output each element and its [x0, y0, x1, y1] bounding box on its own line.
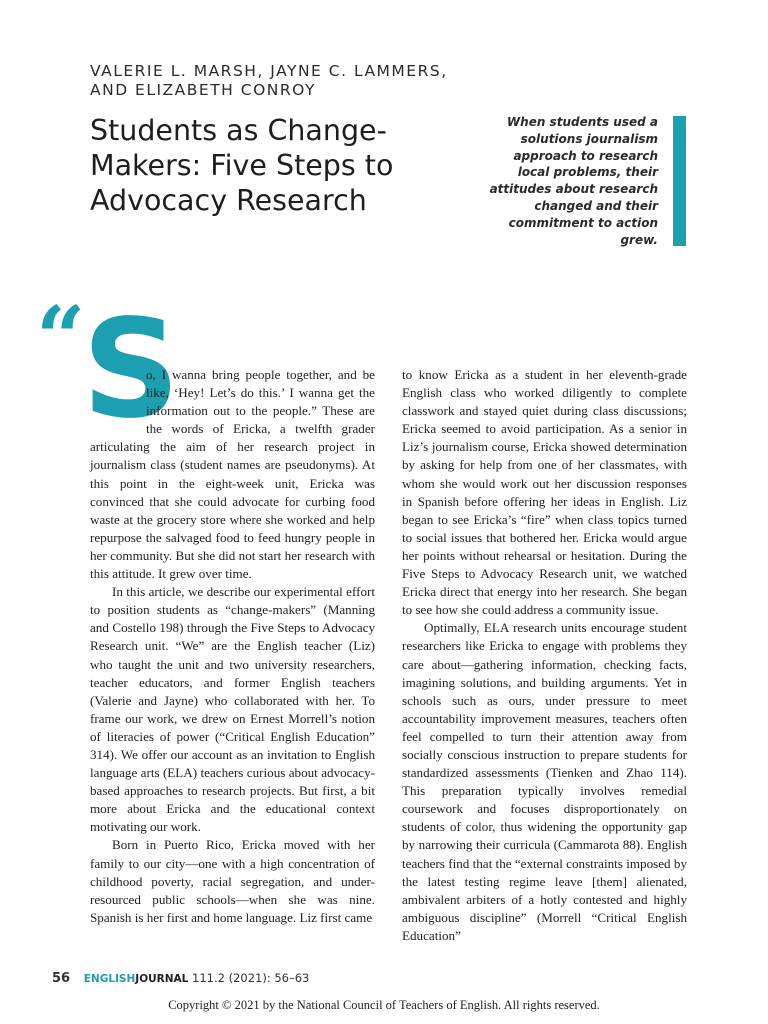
journal-citation: 111.2 (2021): 56–63	[192, 971, 310, 985]
article-deck: When students used a solutions journalism approach to research local problems, their attitudes about research changed and their commitment to action grew.	[489, 115, 658, 247]
deck-accent-bar	[673, 116, 686, 246]
body-paragraph: Optimally, ELA research units encourage student researchers like Ericka to engage with problems they care about—gathering information, checking facts, imagining solutions, and building arguments. Yet in schools such as ours, under pressure to meet accountability improvement measures, teachers often feel compelled to turn their attention away from socially conscious instruction to prepare students for standardized assessments (Tienken and Zhao 114). This preparation typically involves remedial coursework and focuses disproportionately on students of color, thus widening the opportunity gap by narrowing their curricula (Cammarota 88). English teachers find that the “external constraints imposed by the latest testing regime leave [them] alienated, ambivalent arbiters of a hotly contested and highly ambiguous discipline” (Morrell “Critical English Education”	[402, 620, 687, 943]
copyright-notice: Copyright © 2021 by the National Council of Teachers of English. All rights reserved.	[168, 998, 600, 1012]
body-paragraph: In this article, we describe our experimental effort to position students as “change-makers” (Manning and Costello 198) through the Five Steps to Advocacy Research unit. “We” are the English teacher (Liz) who taught the unit and two university researchers, teacher educators, and former English teachers (Valerie and Jayne) who collaborated with her. To frame our work, we drew on Ernest Morrell’s notion of literacies of power (“Critical English Education” 314). We offer our account as an invitation to English language arts (ELA) teachers curious about advocacy-based approaches to research projects. But first, a bit more about Ericka and the educational context motivating our work.	[90, 584, 375, 835]
body-column-left	[90, 366, 375, 927]
body-column-right	[402, 366, 687, 945]
page-number: 56	[52, 971, 71, 986]
journal-brand-journal: JOURNAL	[135, 973, 189, 985]
article-title: Students as Change-Makers: Five Steps to Advocacy Research	[90, 114, 394, 217]
author-line: VALERIE L. MARSH, JAYNE C. LAMMERS, AND ELIZABETH CONROY	[90, 62, 448, 99]
body-paragraph: to know Ericka as a student in her eleventh-grade English class who worked diligently to complete classwork and stayed quiet during class discussions; Ericka seemed to avoid participation. As a senior in Liz’s journalism course, Ericka showed determination by asking for help from one of her classmates, with whom she would work out her discussion responses in Spanish before offering her ideas in English. Liz began to see Ericka’s “fire” when class topics turned to social issues that bothered her. Ericka would argue her points without rehearsal or hesitation. During the Five Steps to Advocacy Research unit, we watched Ericka direct that energy into her research. She began to see how she could address a community issue.	[402, 367, 687, 618]
body-paragraph: Born in Puerto Rico, Ericka moved with her family to our city—one with a high concentration of childhood poverty, racial segregation, and under-resourced public schools—when she was nine. Spanish is her first and home language. Liz first came	[90, 837, 375, 925]
body-paragraph: o, I wanna bring people together, and be like, ‘Hey! Let’s do this.’ I wanna get the information out to the people.” These are the words of Ericka, a twelfth grader articulating the aim of her research project in journalism class (student names are pseudonyms). At this point in the eight-week unit, Ericka was convinced that she could advocate for curbing food waste at the grocery store where she worked and help repurpose the salvaged food to feed hungry people in her community. But she did not start her research with this attitude. It grew over time.	[90, 367, 375, 582]
journal-brand-english: ENGLISH	[83, 973, 136, 985]
drop-cap-space	[90, 366, 146, 438]
drop-cap-letter: S	[82, 291, 180, 449]
opening-quote-mark: “	[36, 288, 86, 389]
page-footer	[52, 971, 309, 986]
